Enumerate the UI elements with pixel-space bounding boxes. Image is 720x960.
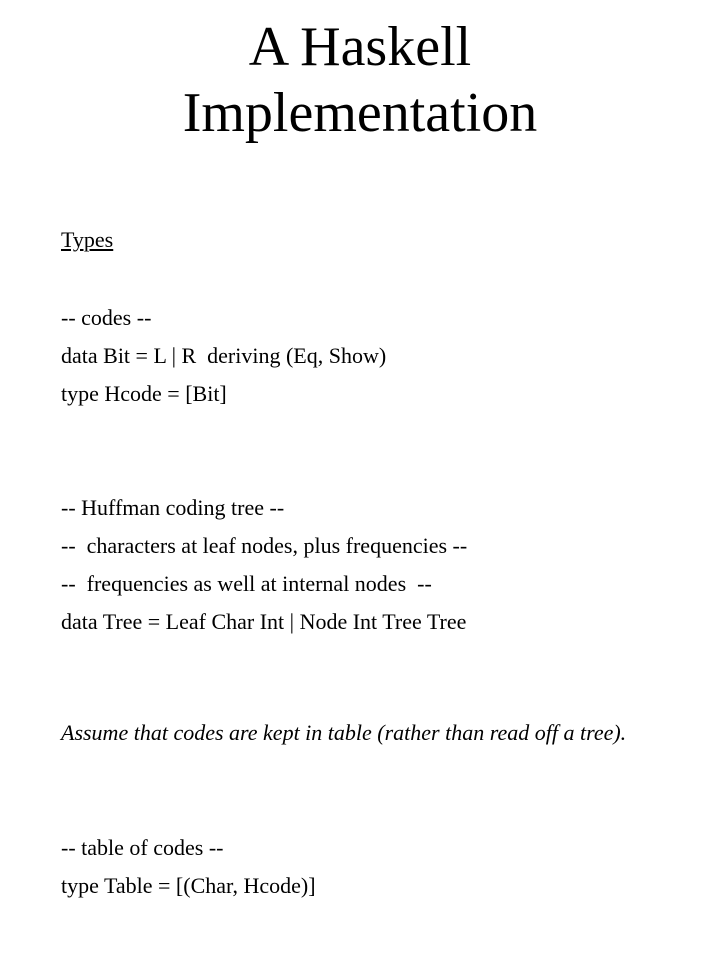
slide-title-line-1: A Haskell [248,16,472,78]
assumption-note: Assume that codes are kept in table (rather than read off a tree). [61,720,627,745]
tree-comment: -- Huffman coding tree -- [61,495,285,520]
slide-title-line-2: Implementation [182,82,538,144]
table-comment: -- table of codes -- [61,835,224,860]
tree-declaration: data Tree = Leaf Char Int | Node Int Tree Tree [61,609,467,634]
tree-note-leaf: -- characters at leaf nodes, plus frequencies -- [61,533,468,558]
table-declaration: type Table = [(Char, Hcode)] [61,873,316,898]
types-heading: Types [61,227,114,252]
tree-note-internal: -- frequencies as well at internal nodes -- [61,571,432,596]
hcode-declaration: type Hcode = [Bit] [61,381,227,406]
slide-title [0,14,720,146]
bit-declaration: data Bit = L | R deriving (Eq, Show) [61,343,387,368]
codes-comment: -- codes -- [61,305,152,330]
